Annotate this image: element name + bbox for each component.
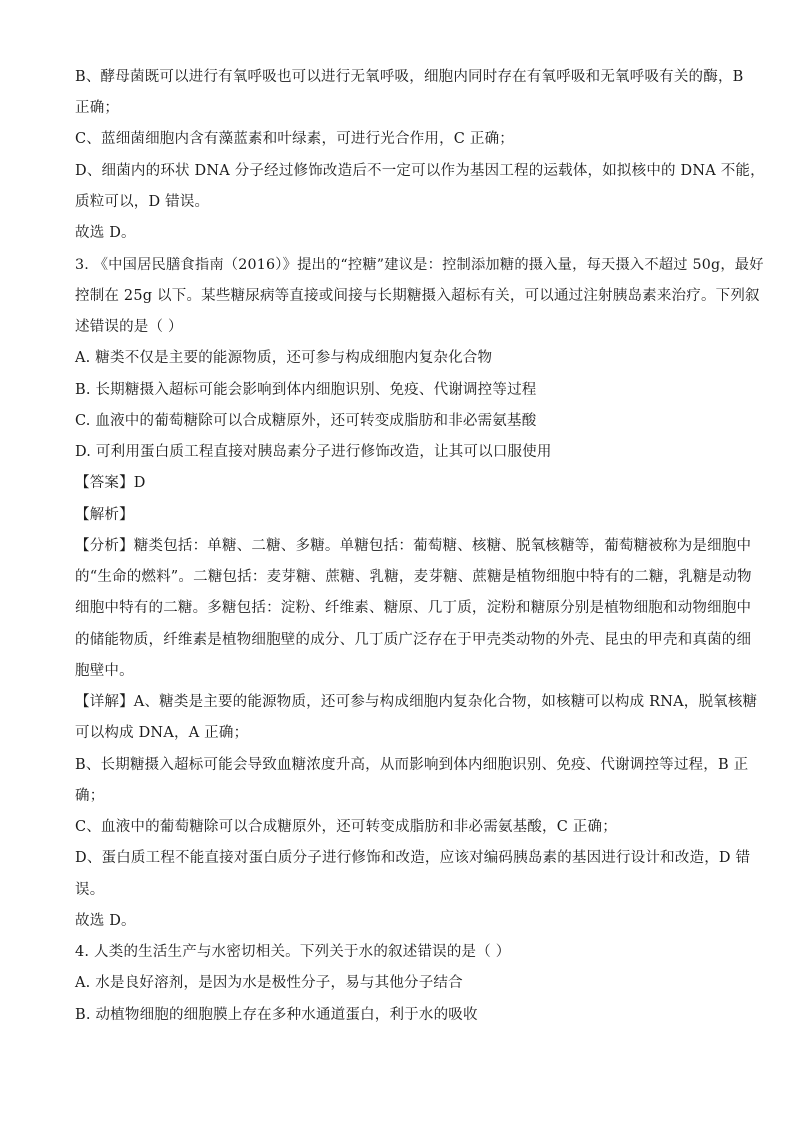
question-3-stem: 3. 《中国居民膳食指南（2016）》提出的“控糖”建议是：控制添加糖的摄入量，每天摄入不超过 50g，最好 xyxy=(75,257,764,273)
question-3-stem: 控制在 25g 以下。某些糖尿病等直接或间接与长期糖摄入超标有关，可以通过注射胰岛素来治疗。下列叙 xyxy=(75,288,760,304)
analysis-label: 【解析】 xyxy=(75,507,134,523)
option-b: B. 长期糖摄入超标可能会影响到体内细胞识别、免疫、代谢调控等过程 xyxy=(75,382,537,398)
text-line: 故选 D。 xyxy=(75,225,136,241)
text-line: 正确； xyxy=(75,100,120,116)
detail-text: D、蛋白质工程不能直接对蛋白质分子进行修饰和改造，应该对编码胰岛素的基因进行设计和改造，D 错 xyxy=(75,850,751,866)
analysis-text: 的“生命的燃料”。二糖包括：麦芽糖、蔗糖、乳糖，麦芽糖、蔗糖是植物细胞中特有的二糖，乳糖是动物 xyxy=(75,569,752,585)
text-line: C、蓝细菌细胞内含有藻蓝素和叶绿素，可进行光合作用，C 正确； xyxy=(75,131,514,147)
detail-text: 确； xyxy=(75,788,105,804)
detail-text: C、血液中的葡萄糖除可以合成糖原外，还可转变成脂肪和非必需氨基酸，C 正确； xyxy=(75,819,617,835)
analysis-text: 的储能物质，纤维素是植物细胞壁的成分、几丁质广泛存在于甲壳类动物的外壳、昆虫的甲壳和真菌的细 xyxy=(75,632,752,648)
text-line: B、酵母菌既可以进行有氧呼吸也可以进行无氧呼吸，细胞内同时存在有氧呼吸和无氧呼吸有关的酶，B xyxy=(75,69,744,85)
option-c: C. 血液中的葡萄糖除可以合成糖原外，还可转变成脂肪和非必需氨基酸 xyxy=(75,413,537,429)
text-line: 质粒可以，D 错误。 xyxy=(75,194,210,210)
option-d: D. 可利用蛋白质工程直接对胰岛素分子进行修饰改造，让其可以口服使用 xyxy=(75,444,552,460)
answer-label: 【答案】D xyxy=(75,475,146,491)
analysis-text: 胞壁中。 xyxy=(75,663,134,679)
analysis-text: 【分析】糖类包括：单糖、二糖、多糖。单糖包括：葡萄糖、核糖、脱氧核糖等，葡萄糖被称为是细胞中 xyxy=(75,538,752,554)
detail-text: 可以构成 DNA，A 正确； xyxy=(75,725,249,741)
detail-text: B、长期糖摄入超标可能会导致血糖浓度升高，从而影响到体内细胞识别、免疫、代谢调控等过程，B 正 xyxy=(75,757,749,773)
question-4-stem: 4. 人类的生活生产与水密切相关。下列关于水的叙述错误的是（ ） xyxy=(75,944,511,960)
option-b: B. 动植物细胞的细胞膜上存在多种水通道蛋白，利于水的吸收 xyxy=(75,1007,478,1023)
analysis-text: 细胞中特有的二糖。多糖包括：淀粉、纤维素、糖原、几丁质，淀粉和糖原分别是植物细胞和动物细胞中 xyxy=(75,600,752,616)
detail-text: 误。 xyxy=(75,882,105,898)
text-line: D、细菌内的环状 DNA 分子经过修饰改造后不一定可以作为基因工程的运载体，如拟核中的 DNA 不能， xyxy=(75,163,765,179)
question-3-stem: 述错误的是（ ） xyxy=(75,319,183,335)
detail-text: 【详解】A、糖类是主要的能源物质，还可参与构成细胞内复杂化合物，如核糖可以构成 RNA，脱氧核糖 xyxy=(75,694,758,710)
option-a: A. 糖类不仅是主要的能源物质，还可参与构成细胞内复杂化合物 xyxy=(75,350,493,366)
option-a: A. 水是良好溶剂，是因为水是极性分子，易与其他分子结合 xyxy=(75,975,463,991)
detail-text: 故选 D。 xyxy=(75,913,136,929)
